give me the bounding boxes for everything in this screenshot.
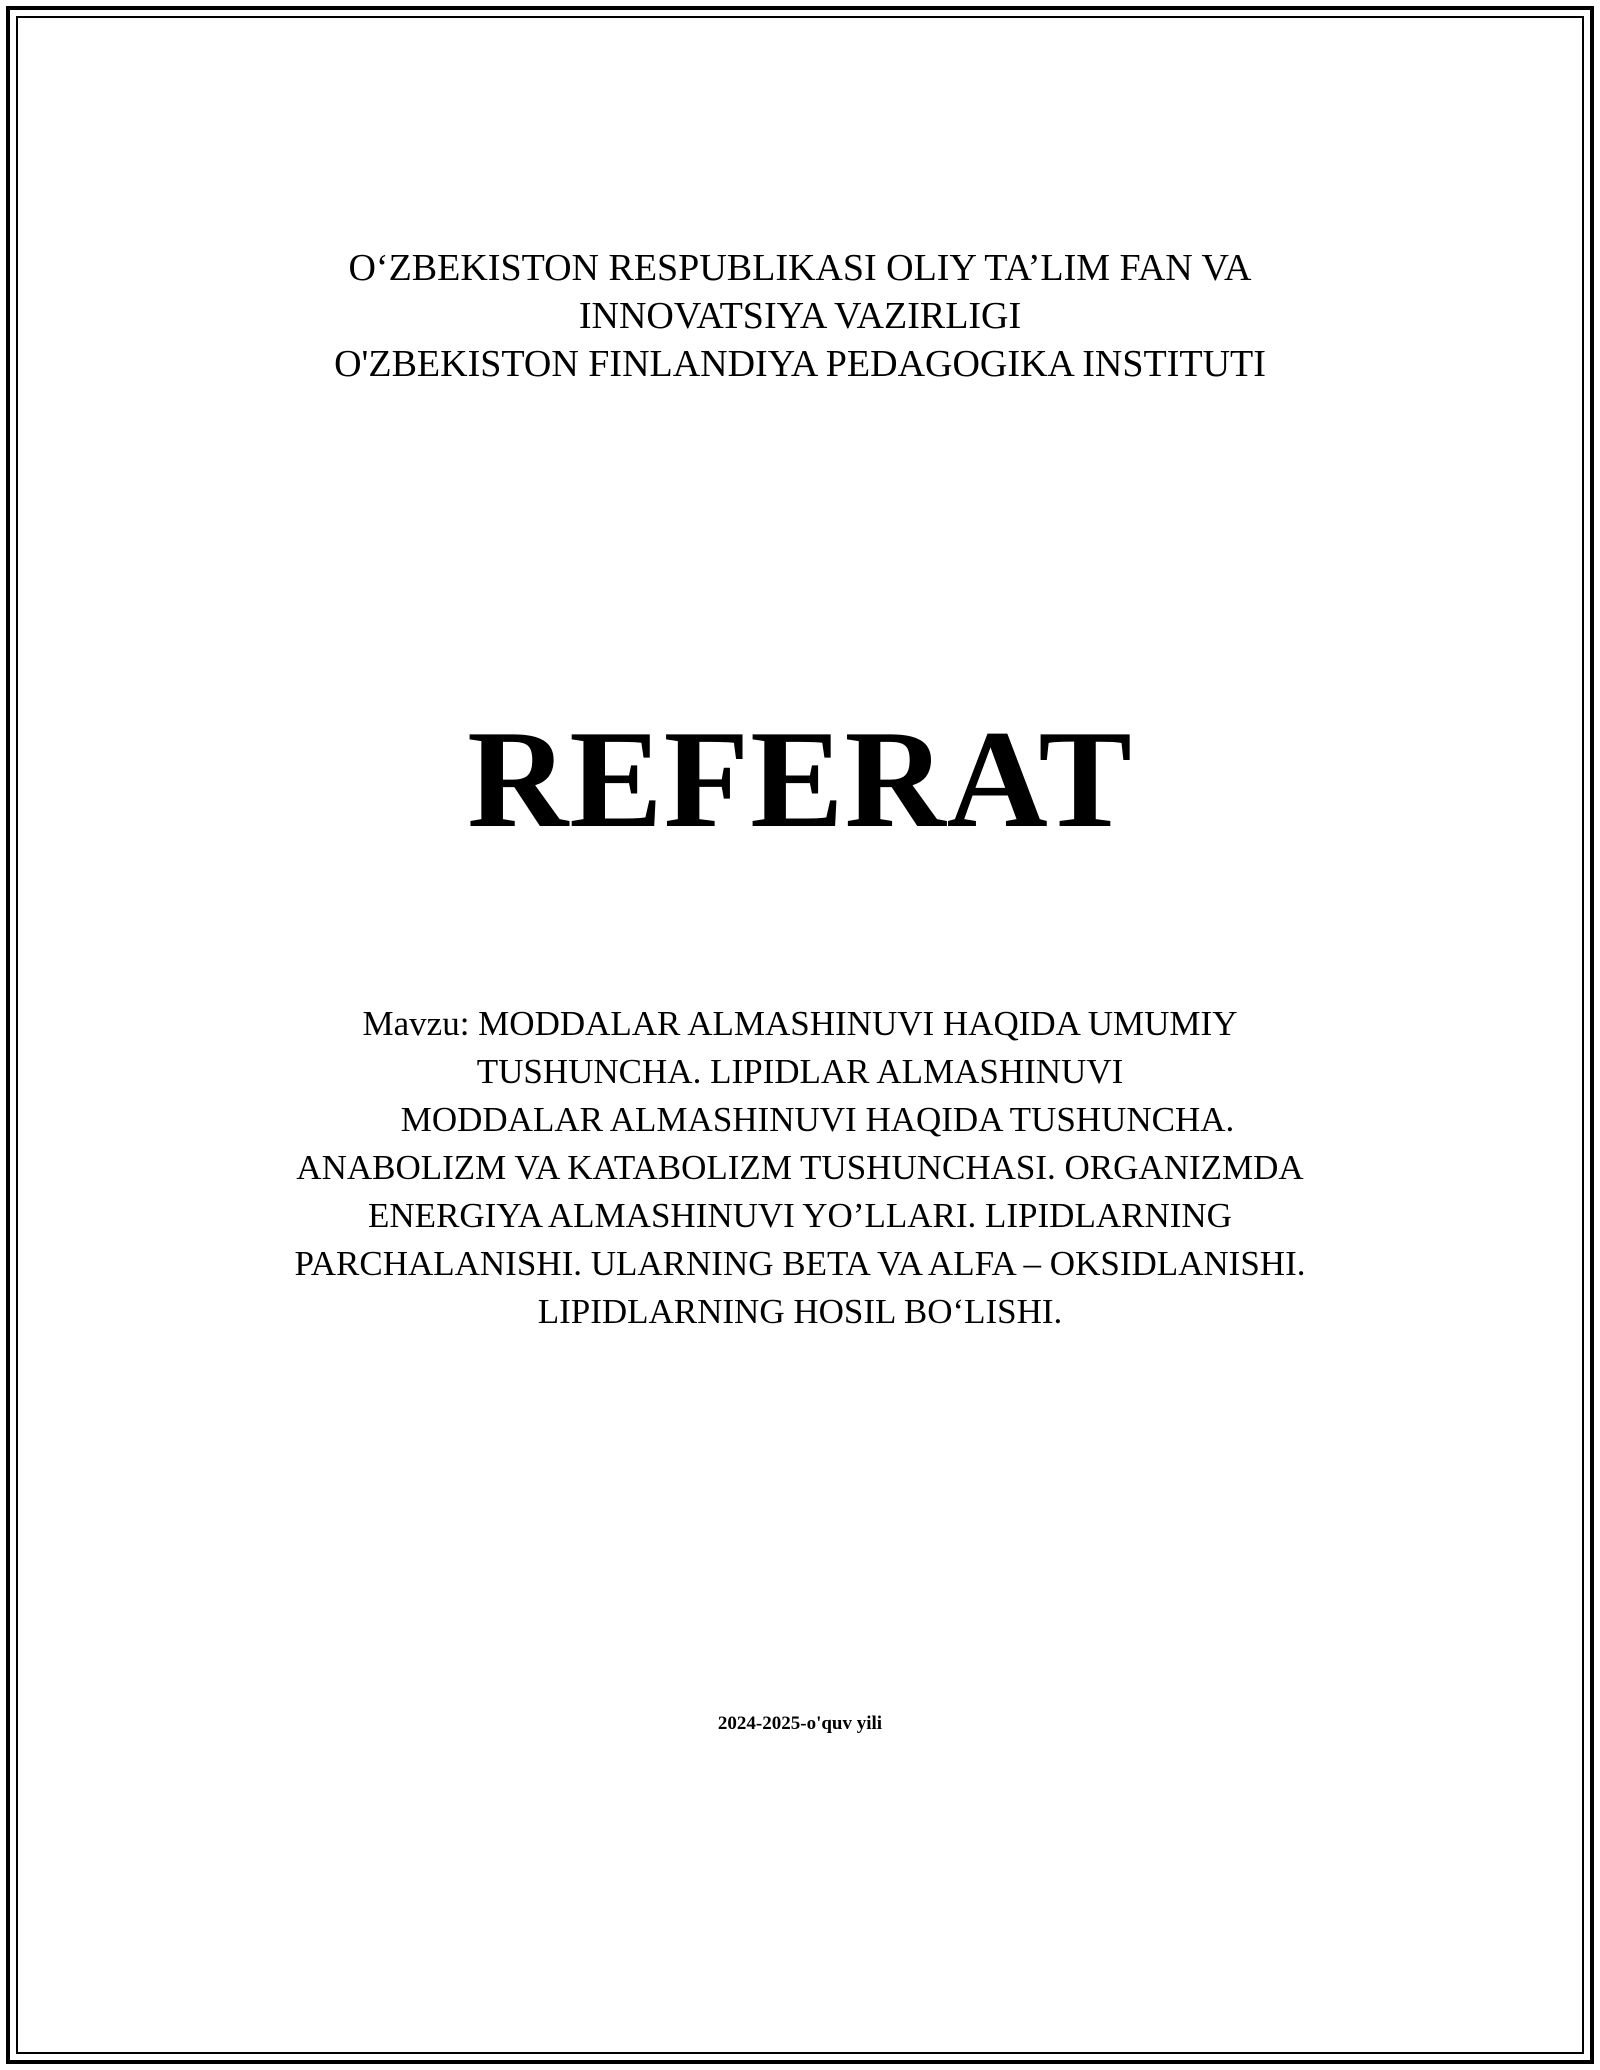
document-title: REFERAT (467, 702, 1133, 857)
ministry-line-2: INNOVATSIYA VAZIRLIGI (578, 295, 1022, 337)
ministry-header (0, 244, 1600, 388)
institute-name: O'ZBEKISTON FINLANDIYA PEDAGOGIKA INSTITUTI (334, 343, 1266, 385)
topic-line-4: ANABOLIZM VA KATABOLIZM TUSHUNCHASI. ORGANIZMDA (296, 1148, 1304, 1187)
topic-line-2: TUSHUNCHA. LIPIDLAR ALMASHINUVI (476, 1052, 1124, 1091)
academic-year: 2024-2025-o'quv yili (717, 1713, 883, 1734)
topic-line-3: MODDALAR ALMASHINUVI HAQIDA TUSHUNCHA. (365, 1100, 1235, 1139)
ministry-line-1: O‘ZBEKISTON RESPUBLIKASI OLIY TA’LIM FAN VA (348, 247, 1252, 289)
topic-line-5: ENERGIYA ALMASHINUVI YO’LLARI. LIPIDLARNING (368, 1196, 1232, 1235)
topic-block (0, 1000, 1600, 1336)
topic-line-7: LIPIDLARNING HOSIL BO‘LISHI. (537, 1292, 1063, 1331)
topic-line-6: PARCHALANISHI. ULARNING BETA VA ALFA – OKSIDLANISHI. (294, 1244, 1306, 1283)
topic-line-1: Mavzu: MODDALAR ALMASHINUVI HAQIDA UMUMIY (362, 1004, 1238, 1043)
